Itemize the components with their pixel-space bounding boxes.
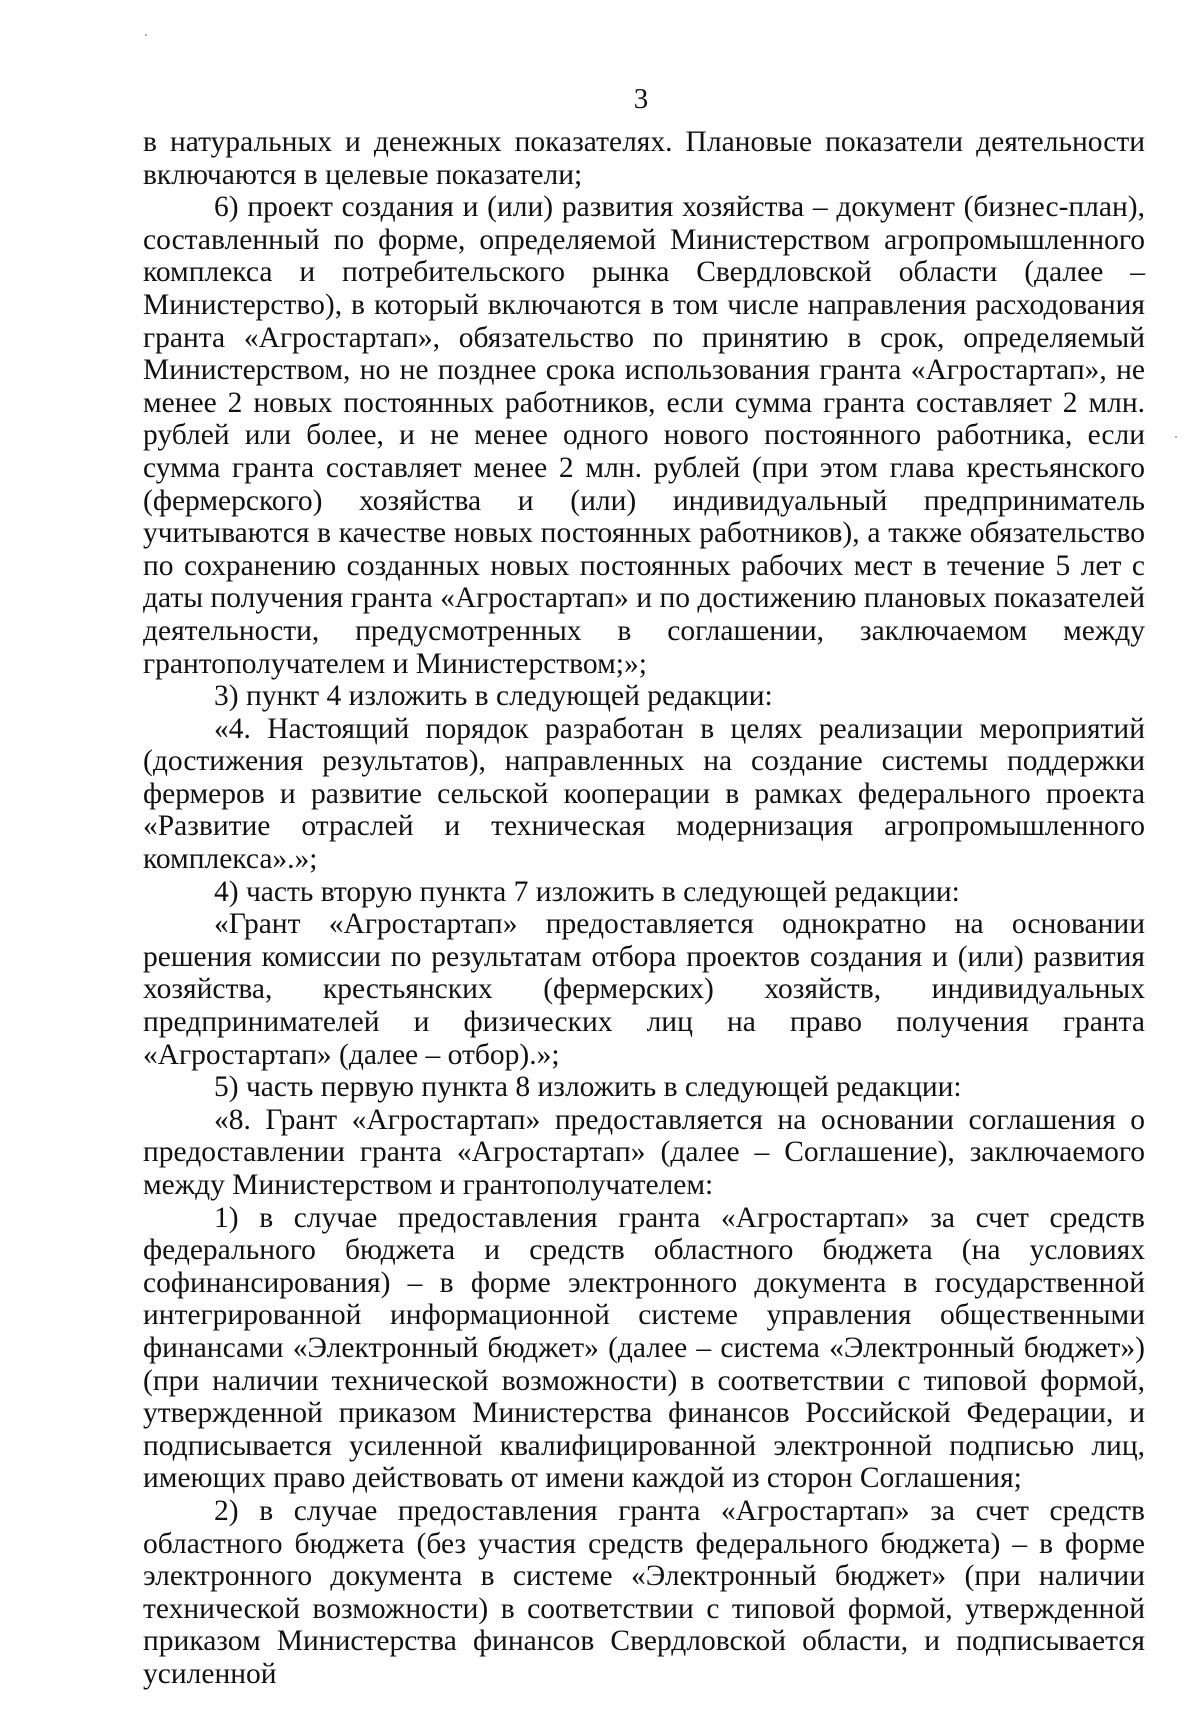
- scan-speck: [1175, 436, 1177, 438]
- document-body: [143, 126, 1145, 1691]
- paragraph-continuation: в натуральных и денежных показателях. Плановые показатели деятельности включаются в целевые показатели;: [143, 126, 1145, 191]
- scan-speck: [145, 34, 147, 36]
- paragraph-clause-7-text: «Грант «Агростартап» предоставляется однократно на основании решения комиссии по результатам отбора проектов создания и (или) развития хозяйства, крестьянских (фермерских) хозяйств, индивидуальных предпринимателей и физических лиц на право получения гранта «Агростартап» (далее – отбор).»;: [143, 908, 1145, 1071]
- paragraph-amendment-3: 3) пункт 4 изложить в следующей редакции:: [214, 680, 773, 713]
- paragraph-amendment-4: 4) часть вторую пункта 7 изложить в следующей редакции:: [214, 875, 960, 908]
- paragraph-subitem-2: 2) в случае предоставления гранта «Агростартап» за счет средств областного бюджета (без участия средств федерального бюджета) – в форме электронного документа в системе «Электронный бюджет» (при наличии технической возможности) в соответствии с типовой формой, утвержденной приказом Министерства финансов Свердловской области, и подписывается усиленной: [143, 1494, 1145, 1690]
- paragraph-clause-8-text: «8. Грант «Агростартап» предоставляется на основании соглашения о предоставлении гранта «Агростартап» (далее – Соглашение), заключаемого между Министерством и грантополучателем:: [143, 1103, 1145, 1201]
- paragraph-subitem-1: 1) в случае предоставления гранта «Агростартап» за счет средств федерального бюджета и средств областного бюджета (на условиях софинансирования) – в форме электронного документа в государственной интегрированной информационной системе управления общественными финансами «Электронный бюджет» (далее – система «Электронный бюджет») (при наличии технической возможности) в соответствии с типовой формой, утвержденной приказом Министерства финансов Российской Федерации, и подписывается усиленной квалифицированной электронной подписью лиц, имеющих право действовать от имени каждой из сторон Соглашения;: [143, 1201, 1145, 1495]
- paragraph-clause-4-text: «4. Настоящий порядок разработан в целях реализации мероприятий (достижения результатов), направленных на создание системы поддержки фермеров и развитие сельской кооперации в рамках федерального проекта «Развитие отраслей и техническая модернизация агропромышленного комплекса».»;: [143, 712, 1145, 876]
- paragraph-item-6-project-definition: 6) проект создания и (или) развития хозяйства – документ (бизнес-план), составленный по форме, определяемой Министерством агропромышленного комплекса и потребительского рынка Свердловской области (далее – Министерство), в который включаются в том числе направления расходования гранта «Агростартап», обязательство по принятию в срок, определяемый Министерством, но не позднее срока использования гранта «Агростартап», не менее 2 новых постоянных работников, если сумма гранта составляет 2 млн. рублей или более, и не менее одного нового постоянного работника, если сумма гранта составляет менее 2 млн. рублей (при этом глава крестьянского (фермерского) хозяйства и (или) индивидуальный предприниматель учитываются в качестве новых постоянных работников), а также обязательство по сохранению созданных новых постоянных рабочих мест в течение 5 лет с даты получения гранта «Агростартап» и по достижению плановых показателей деятельности, предусмотренных в соглашении, заключаемом между грантополучателем и Министерством;»;: [143, 191, 1145, 680]
- page-number: 3: [633, 83, 649, 115]
- paragraph-amendment-5: 5) часть первую пункта 8 изложить в следующей редакции:: [214, 1071, 962, 1104]
